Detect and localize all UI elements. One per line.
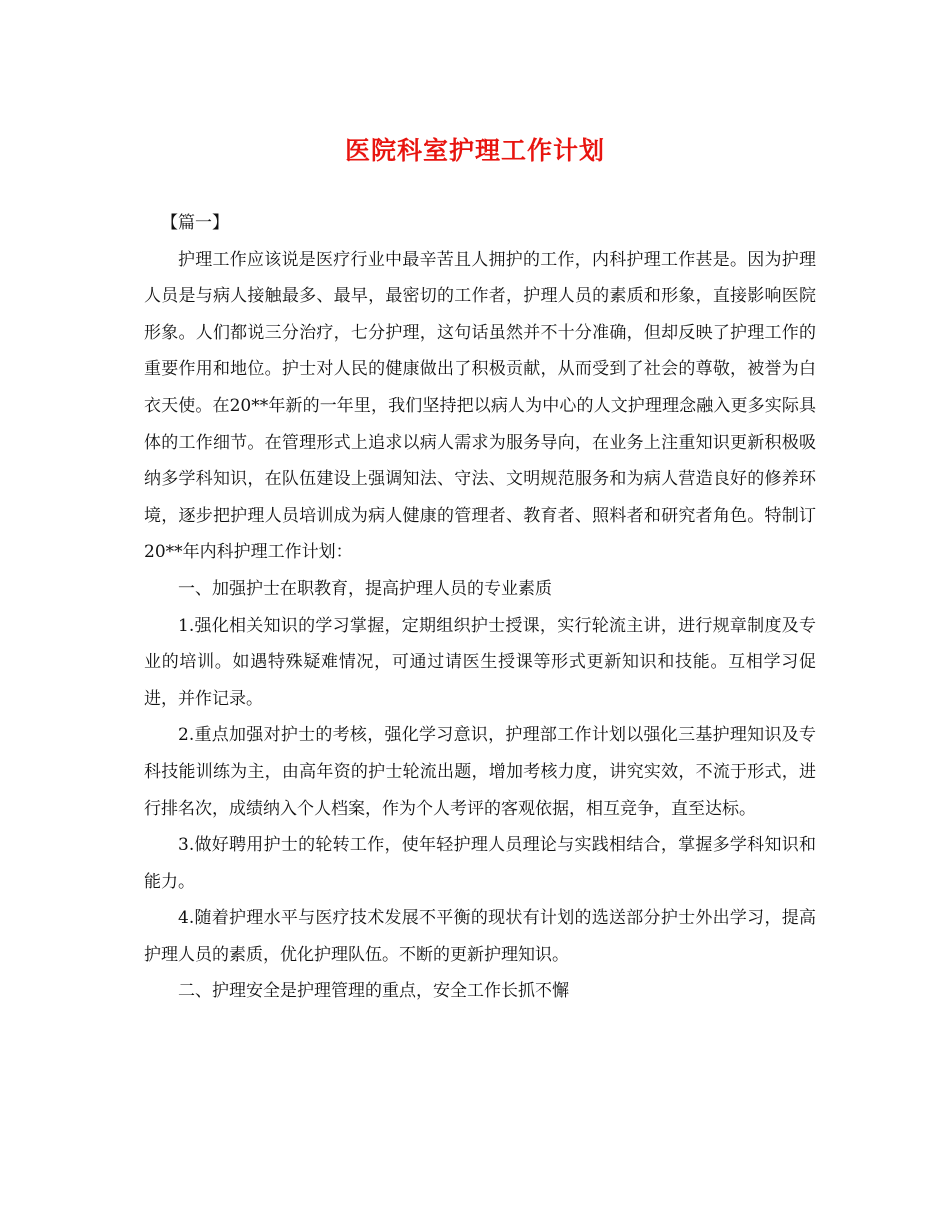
- list-item-3: 3.做好聘用护士的轮转工作，使年轻护理人员理论与实践相结合，掌握多学科知识和能力。: [144, 835, 816, 892]
- document-body: [144, 205, 816, 1010]
- list-item-4: 4.随着护理水平与医疗技术发展不平衡的现状有计划的选送部分护士外出学习，提高护理人员的素质，优化护理队伍。不断的更新护理知识。: [144, 908, 816, 965]
- section-heading-2: 二、护理安全是护理管理的重点，安全工作长抓不懈: [178, 981, 569, 1002]
- intro-paragraph: 护理工作应该说是医疗行业中最辛苦且人拥护的工作，内科护理工作甚是。因为护理人员是与病人接触最多、最早，最密切的工作者，护理人员的素质和形象，直接影响医院形象。人们都说三分治疗，七分护理，这句话虽然并不十分准确，但却反映了护理工作的重要作用和地位。护士对人民的健康做出了积极贡献，从而受到了社会的尊敬，被誉为白衣天使。在20**年新的一年里，我们坚持把以病人为中心的人文护理理念融入更多实际具体的工作细节。在管理形式上追求以病人需求为服务导向，在业务上注重知识更新积极吸纳多学科知识，在队伍建设上强调知法、守法、文明规范服务和为病人营造良好的修养环境，逐步把护理人员培训成为病人健康的管理者、教育者、照料者和研究者角色。特制订20**年内科护理工作计划：: [144, 249, 816, 563]
- document-title: 医院科室护理工作计划: [344, 136, 605, 165]
- section-heading-1: 一、加强护士在职教育，提高护理人员的专业素质: [178, 578, 552, 599]
- list-item-1: 1.强化相关知识的学习掌握，定期组织护士授课，实行轮流主讲，进行规章制度及专业的培训。如遇特殊疑难情况，可通过请医生授课等形式更新知识和技能。互相学习促进，并作记录。: [144, 615, 816, 709]
- list-item-2: 2.重点加强对护士的考核，强化学习意识，护理部工作计划以强化三基护理知识及专科技能训练为主，由高年资的护士轮流出题，增加考核力度，讲究实效，不流于形式，进行排名次，成绩纳入个人档案，作为个人考评的客观依据，相互竞争，直至达标。: [144, 725, 816, 819]
- section-label: 【篇一】: [161, 213, 229, 233]
